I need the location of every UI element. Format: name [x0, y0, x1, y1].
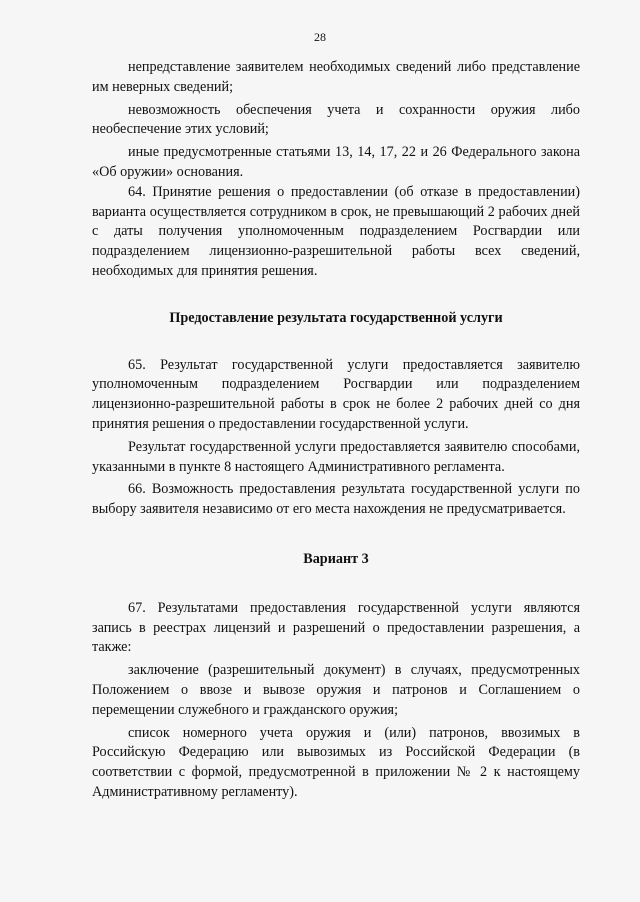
paragraph: невозможность обеспечения учета и сохранности оружия либо необеспечение этих условий;: [92, 101, 580, 138]
section-heading: Вариант 3: [303, 550, 369, 567]
section-heading: Предоставление результата государственной услуги: [169, 309, 503, 326]
document-body: [92, 58, 580, 803]
paragraph: список номерного учета оружия и (или) патронов, ввозимых в Российскую Федерацию или вывозимых из Российской Федерации (в соответствии с формой, предусмотренной в приложении № 2 к настоящему Административному регламенту).: [92, 724, 580, 800]
paragraph: заключение (разрешительный документ) в случаях, предусмотренных Положением о ввозе и вывозе оружия и патронов и Соглашением о перемещении служебного и гражданского оружия;: [92, 662, 580, 718]
paragraph-66: 66. Возможность предоставления результата государственной услуги по выбору заявителя независимо от его места нахождения не предусматривается.: [92, 481, 580, 518]
paragraph-67: 67. Результатами предоставления государственной услуги являются запись в реестрах лицензий и разрешений о предоставлении разрешения, а также:: [92, 599, 580, 656]
paragraph-64: 64. Принятие решения о предоставлении (об отказе в предоставлении) варианта осуществляется сотрудником в срок, не превышающий 2 рабочих дней с даты получения уполномоченным подразделением Росгвардии или подразделением лицензионно-разрешительной работы всех сведений, необходимых для принятия решения.: [92, 183, 580, 279]
paragraph-65: 65. Результат государственной услуги предоставляется заявителю уполномоченным подразделением Росгвардии или подразделением лицензионно-разрешительной работы в срок не более 2 рабочих дней со дня принятия решения о предоставлении государственной услуги.: [92, 356, 580, 432]
paragraph: иные предусмотренные статьями 13, 14, 17, 22 и 26 Федерального закона «Об оружии» основания.: [92, 144, 580, 180]
paragraph: Результат государственной услуги предоставляется заявителю способами, указанными в пункте 8 настоящего Административного регламента.: [92, 438, 580, 475]
paragraph: непредставление заявителем необходимых сведений либо представление им неверных сведений;: [92, 59, 580, 95]
page-number: 28: [314, 30, 326, 44]
